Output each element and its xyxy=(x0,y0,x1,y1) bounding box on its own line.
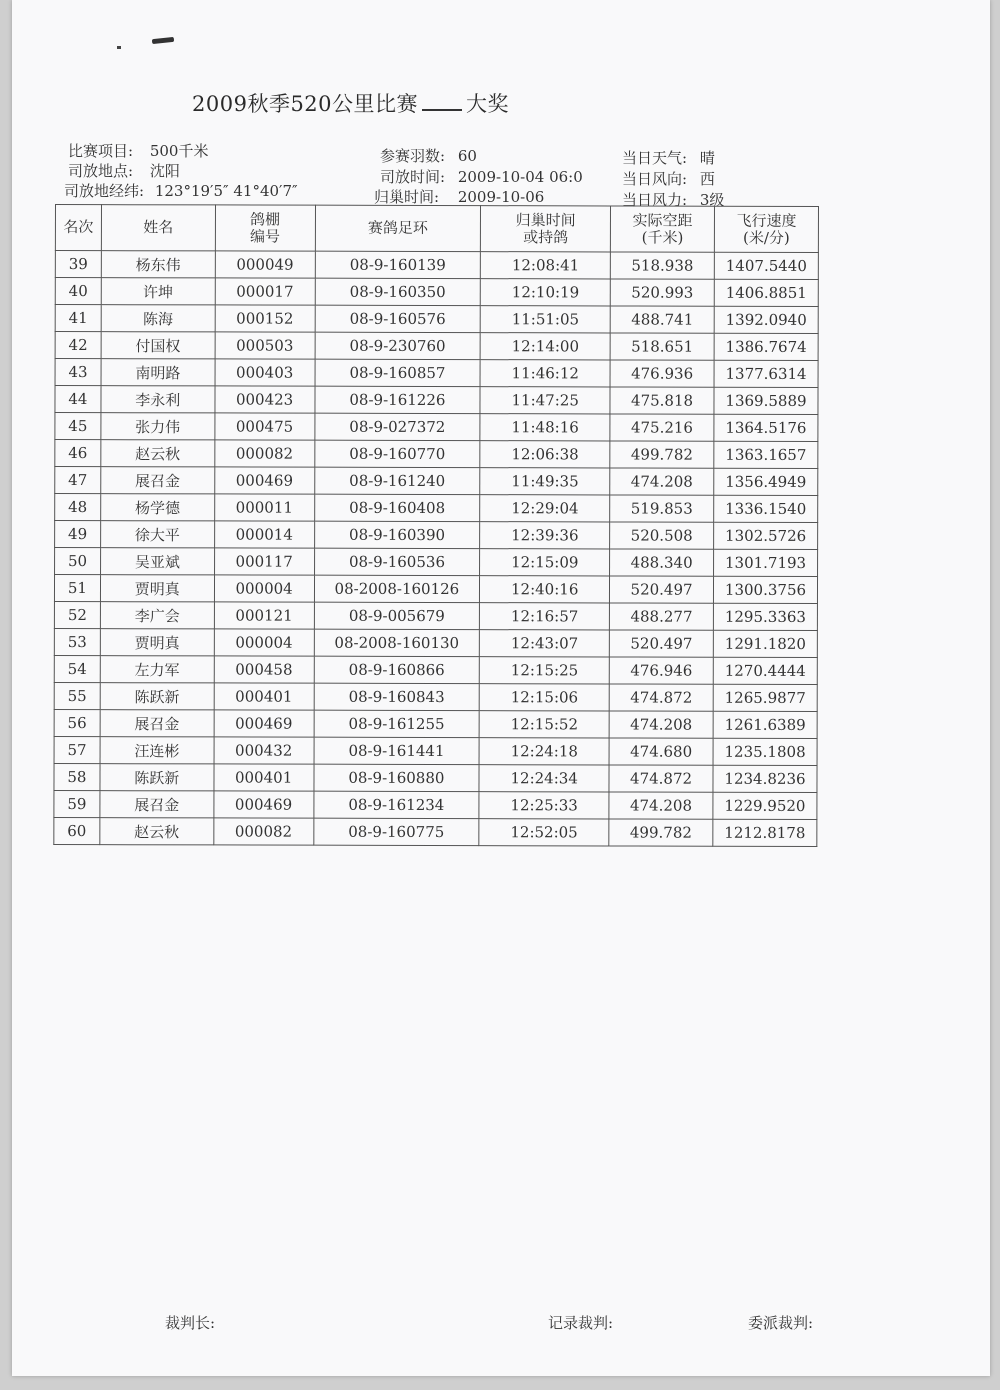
cell-loft: 000117 xyxy=(214,548,314,575)
meta-release-time-value: 2009-10-04 06:0 xyxy=(457,168,583,186)
cell-loft: 000432 xyxy=(214,737,314,764)
cell-loft: 000458 xyxy=(214,656,314,683)
table-header-row xyxy=(55,205,818,253)
meta-release-place-label: 司放地点: xyxy=(68,162,134,180)
cell-rank: 52 xyxy=(54,601,100,628)
meta-weather-label: 当日天气: xyxy=(622,149,688,167)
meta-event-value: 500千米 xyxy=(149,142,209,160)
cell-loft: 000401 xyxy=(214,764,314,791)
table-row xyxy=(54,763,817,792)
cell-loft: 000469 xyxy=(214,710,314,737)
cell-name: 贾明真 xyxy=(100,575,214,602)
ink-speck xyxy=(117,46,121,49)
meta-release-time xyxy=(380,166,583,187)
cell-rank: 46 xyxy=(55,440,101,467)
cell-loft: 000017 xyxy=(215,278,315,305)
meta-return-time xyxy=(374,186,544,207)
cell-distance: 518.651 xyxy=(610,333,714,360)
cell-loft: 000469 xyxy=(214,467,314,494)
cell-return-time: 11:46:12 xyxy=(480,360,610,387)
meta-coords xyxy=(64,180,298,201)
cell-speed: 1386.7674 xyxy=(714,333,818,360)
cell-distance: 520.993 xyxy=(610,279,714,306)
cell-distance: 476.936 xyxy=(610,360,714,387)
cell-loft: 000152 xyxy=(215,305,315,332)
signature-recording-referee: 记录裁判: xyxy=(548,1314,614,1332)
cell-ring: 08-9-161255 xyxy=(314,710,480,737)
cell-return-time: 12:15:09 xyxy=(480,549,610,576)
cell-name: 徐大平 xyxy=(101,521,215,548)
cell-rank: 45 xyxy=(55,413,101,440)
cell-ring: 08-9-160390 xyxy=(314,521,480,548)
cell-loft: 000082 xyxy=(214,440,314,467)
table-row xyxy=(55,521,818,550)
table-row xyxy=(54,817,817,846)
cell-distance: 474.872 xyxy=(609,765,713,792)
title-blank-line xyxy=(422,109,462,111)
results-body xyxy=(54,251,819,847)
cell-return-time: 11:48:16 xyxy=(480,414,610,441)
cell-loft: 000049 xyxy=(215,251,315,278)
cell-loft: 000401 xyxy=(214,683,314,710)
cell-rank: 56 xyxy=(54,709,100,736)
cell-distance: 488.277 xyxy=(610,603,714,630)
cell-name: 赵云秋 xyxy=(100,818,214,845)
cell-speed: 1392.0940 xyxy=(714,306,818,333)
cell-return-time: 12:24:18 xyxy=(479,738,609,765)
meta-wind-force-value: 3级 xyxy=(699,191,725,209)
meta-wind-direction-value: 西 xyxy=(699,170,715,188)
cell-loft: 000082 xyxy=(213,818,313,845)
cell-name: 杨东伟 xyxy=(101,251,215,278)
cell-ring: 08-9-160536 xyxy=(314,548,480,575)
table-row xyxy=(54,655,817,684)
cell-return-time: 12:39:36 xyxy=(480,522,610,549)
cell-distance: 519.853 xyxy=(610,495,714,522)
cell-loft: 000403 xyxy=(215,359,315,386)
cell-speed: 1235.1808 xyxy=(713,738,817,765)
table-row xyxy=(54,790,817,819)
cell-loft: 000475 xyxy=(215,413,315,440)
cell-rank: 59 xyxy=(54,790,100,817)
cell-loft: 000004 xyxy=(214,629,314,656)
cell-speed: 1212.8178 xyxy=(713,819,817,846)
cell-ring: 08-9-160775 xyxy=(313,818,479,845)
cell-name: 陈跃新 xyxy=(100,764,214,791)
cell-distance: 488.340 xyxy=(610,549,714,576)
cell-distance: 475.216 xyxy=(610,414,714,441)
cell-loft: 000004 xyxy=(214,575,314,602)
cell-distance: 474.680 xyxy=(609,738,713,765)
cell-ring: 08-9-230760 xyxy=(315,332,481,359)
cell-speed: 1336.1540 xyxy=(714,495,818,522)
cell-speed: 1363.1657 xyxy=(714,441,818,468)
table-row xyxy=(55,413,818,442)
cell-distance: 476.946 xyxy=(609,657,713,684)
cell-return-time: 12:15:25 xyxy=(480,657,610,684)
table-row xyxy=(54,709,817,738)
table-row xyxy=(55,440,818,469)
cell-rank: 39 xyxy=(55,251,101,278)
cell-return-time: 12:14:00 xyxy=(480,333,610,360)
cell-return-time: 11:51:05 xyxy=(480,306,610,333)
cell-speed: 1377.6314 xyxy=(714,360,818,387)
cell-speed: 1270.4444 xyxy=(713,657,817,684)
cell-rank: 57 xyxy=(54,736,100,763)
cell-ring: 08-9-160350 xyxy=(315,278,481,305)
cell-ring: 08-9-160139 xyxy=(315,251,481,278)
cell-rank: 48 xyxy=(55,494,101,521)
cell-speed: 1356.4949 xyxy=(714,468,818,495)
cell-name: 张力伟 xyxy=(101,413,215,440)
cell-name: 展召金 xyxy=(100,791,214,818)
cell-speed: 1291.1820 xyxy=(713,630,817,657)
meta-return-time-label: 归巢时间: xyxy=(374,188,440,206)
table-row xyxy=(54,601,817,630)
meta-wind-force-label: 当日风力: xyxy=(622,191,688,209)
results-table xyxy=(53,204,819,847)
meta-entries xyxy=(380,145,477,166)
ink-speck xyxy=(152,37,174,44)
title-main: 2009秋季520公里比赛 xyxy=(192,92,419,116)
meta-release-time-label: 司放时间: xyxy=(380,168,446,186)
cell-distance: 488.741 xyxy=(610,306,714,333)
cell-rank: 51 xyxy=(54,575,100,602)
cell-rank: 60 xyxy=(54,817,100,844)
cell-rank: 42 xyxy=(55,332,101,359)
meta-release-place-value: 沈阳 xyxy=(149,162,180,180)
cell-speed: 1300.3756 xyxy=(713,576,817,603)
cell-loft: 000423 xyxy=(215,386,315,413)
cell-rank: 43 xyxy=(55,359,101,386)
cell-speed: 1364.5176 xyxy=(714,414,818,441)
cell-distance: 474.208 xyxy=(610,468,714,495)
cell-name: 展召金 xyxy=(100,710,214,737)
cell-name: 展召金 xyxy=(101,467,215,494)
cell-speed: 1265.9877 xyxy=(713,684,817,711)
cell-ring: 08-9-161240 xyxy=(314,467,480,494)
cell-speed: 1302.5726 xyxy=(714,522,818,549)
cell-speed: 1369.5889 xyxy=(714,387,818,414)
cell-ring: 08-9-027372 xyxy=(314,413,480,440)
cell-name: 付国权 xyxy=(101,332,215,359)
table-row xyxy=(55,332,818,361)
cell-distance: 520.497 xyxy=(609,630,713,657)
cell-speed: 1407.5440 xyxy=(714,252,818,279)
cell-speed: 1261.6389 xyxy=(713,711,817,738)
cell-name: 杨学德 xyxy=(101,494,215,521)
meta-entries-value: 60 xyxy=(457,147,477,165)
header-return-time: 归巢时间 或持鸽 xyxy=(481,206,611,252)
table-row xyxy=(55,467,818,496)
meta-event xyxy=(68,140,208,161)
cell-ring: 08-9-160408 xyxy=(314,494,480,521)
cell-ring: 08-9-160857 xyxy=(315,359,481,386)
cell-ring: 08-2008-160126 xyxy=(314,575,480,602)
cell-name: 吴亚斌 xyxy=(100,548,214,575)
cell-loft: 000469 xyxy=(214,791,314,818)
meta-weather-value: 晴 xyxy=(699,149,715,167)
table-row xyxy=(55,305,818,334)
cell-loft: 000503 xyxy=(215,332,315,359)
meta-return-time-value: 2009-10-06 xyxy=(457,188,545,206)
meta-wind-direction xyxy=(622,168,715,189)
signature-assigned-referee: 委派裁判: xyxy=(748,1314,814,1332)
table-row xyxy=(55,359,818,388)
cell-name: 李广会 xyxy=(100,602,214,629)
cell-rank: 55 xyxy=(54,682,100,709)
table-row xyxy=(54,628,817,657)
header-name: 姓名 xyxy=(101,205,215,251)
cell-speed: 1234.8236 xyxy=(713,765,817,792)
table-row xyxy=(54,682,817,711)
table-row xyxy=(55,548,818,577)
header-ring: 赛鸽足环 xyxy=(315,205,481,251)
cell-rank: 53 xyxy=(54,628,100,655)
table-row xyxy=(55,386,818,415)
title-suffix: 大奖 xyxy=(466,92,510,116)
cell-distance: 520.497 xyxy=(610,576,714,603)
table-row xyxy=(55,251,818,280)
header-loft: 鸽棚 编号 xyxy=(215,205,315,251)
cell-rank: 44 xyxy=(55,386,101,413)
cell-return-time: 12:08:41 xyxy=(481,252,611,279)
meta-coords-value: 123°19′5″ 41°40′7″ xyxy=(154,182,298,200)
cell-speed: 1295.3363 xyxy=(713,603,817,630)
cell-rank: 49 xyxy=(55,521,101,548)
cell-return-time: 12:29:04 xyxy=(480,495,610,522)
table-row xyxy=(54,736,817,765)
cell-distance: 520.508 xyxy=(610,522,714,549)
meta-wind-direction-label: 当日风向: xyxy=(622,170,688,188)
cell-speed: 1406.8851 xyxy=(714,279,818,306)
table-row xyxy=(54,575,817,604)
meta-coords-label: 司放地经纬: xyxy=(64,182,145,200)
cell-rank: 47 xyxy=(55,467,101,494)
cell-return-time: 12:15:06 xyxy=(479,684,609,711)
cell-rank: 40 xyxy=(55,278,101,305)
cell-rank: 50 xyxy=(55,548,101,575)
cell-name: 陈海 xyxy=(101,305,215,332)
cell-ring: 08-2008-160130 xyxy=(314,629,480,656)
cell-name: 许坤 xyxy=(101,278,215,305)
meta-entries-label: 参赛羽数: xyxy=(380,147,446,165)
cell-distance: 474.208 xyxy=(609,711,713,738)
cell-return-time: 12:40:16 xyxy=(480,576,610,603)
cell-ring: 08-9-160576 xyxy=(315,305,481,332)
cell-distance: 499.782 xyxy=(610,441,714,468)
cell-ring: 08-9-161234 xyxy=(313,791,479,818)
cell-distance: 474.872 xyxy=(609,684,713,711)
cell-return-time: 11:49:35 xyxy=(480,468,610,495)
cell-return-time: 12:43:07 xyxy=(480,630,610,657)
cell-name: 李永利 xyxy=(101,386,215,413)
cell-rank: 58 xyxy=(54,763,100,790)
cell-ring: 08-9-160843 xyxy=(314,683,480,710)
cell-name: 汪连彬 xyxy=(100,737,214,764)
cell-loft: 000014 xyxy=(214,521,314,548)
cell-rank: 41 xyxy=(55,305,101,332)
header-distance: 实际空距 (千米) xyxy=(611,206,715,252)
meta-release-place xyxy=(68,160,180,181)
signature-chief-referee: 裁判长: xyxy=(165,1314,216,1332)
cell-ring: 08-9-005679 xyxy=(314,602,480,629)
header-rank: 名次 xyxy=(55,205,101,251)
cell-distance: 475.818 xyxy=(610,387,714,414)
meta-weather xyxy=(622,147,715,168)
cell-name: 赵云秋 xyxy=(101,440,215,467)
cell-rank: 54 xyxy=(54,655,100,682)
cell-loft: 000121 xyxy=(214,602,314,629)
cell-return-time: 12:16:57 xyxy=(480,603,610,630)
cell-ring: 08-9-160866 xyxy=(314,656,480,683)
cell-return-time: 12:10:19 xyxy=(481,279,611,306)
cell-loft: 000011 xyxy=(214,494,314,521)
document-title xyxy=(192,88,509,118)
cell-ring: 08-9-161226 xyxy=(315,386,481,413)
cell-return-time: 12:15:52 xyxy=(479,711,609,738)
cell-name: 陈跃新 xyxy=(100,683,214,710)
cell-ring: 08-9-161441 xyxy=(314,737,480,764)
cell-return-time: 12:24:34 xyxy=(479,765,609,792)
cell-return-time: 11:47:25 xyxy=(480,387,610,414)
cell-ring: 08-9-160880 xyxy=(314,764,480,791)
cell-speed: 1229.9520 xyxy=(713,792,817,819)
cell-distance: 474.208 xyxy=(609,792,713,819)
cell-return-time: 12:06:38 xyxy=(480,441,610,468)
table-row xyxy=(55,494,818,523)
cell-return-time: 12:52:05 xyxy=(479,819,609,846)
cell-name: 左力军 xyxy=(100,656,214,683)
cell-speed: 1301.7193 xyxy=(714,549,818,576)
cell-distance: 518.938 xyxy=(610,252,714,279)
cell-distance: 499.782 xyxy=(609,819,713,846)
cell-ring: 08-9-160770 xyxy=(314,440,480,467)
meta-event-label: 比赛项目: xyxy=(68,142,134,160)
cell-name: 南明路 xyxy=(101,359,215,386)
cell-return-time: 12:25:33 xyxy=(479,792,609,819)
table-row xyxy=(55,278,818,307)
cell-name: 贾明真 xyxy=(100,629,214,656)
header-speed: 飞行速度 (米/分) xyxy=(714,206,818,252)
